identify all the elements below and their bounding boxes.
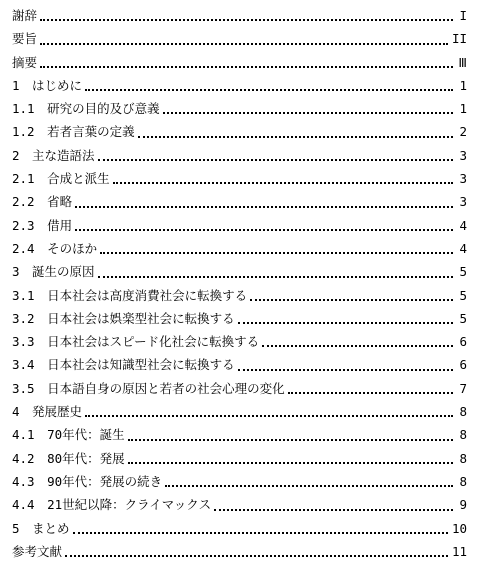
toc-entry-section-3-3[interactable] — [12, 330, 467, 353]
toc-entry-abstract-zh[interactable] — [12, 51, 467, 74]
dot-leader — [85, 88, 453, 91]
toc-entry-title: 2 主な造語法 — [12, 147, 95, 163]
toc-entry-page: 2 — [459, 124, 467, 140]
toc-entry-page: 1 — [459, 101, 467, 117]
toc-entry-page: 9 — [459, 497, 467, 513]
toc-entry-title: 摘要 — [12, 54, 38, 70]
toc-entry-page: Ⅲ — [458, 54, 467, 70]
toc-entry-title: 3.2 日本社会は娯楽型社会に転換する — [12, 310, 235, 326]
toc-entry-page: 8 — [459, 450, 467, 466]
toc-entry-section-2-2[interactable] — [12, 190, 467, 213]
table-of-contents — [12, 4, 467, 563]
toc-entry-page: 4 — [459, 217, 467, 233]
toc-entry-title: 3.5 日本語自身の原因と若者の社会心理の変化 — [12, 380, 285, 396]
toc-entry-page: 5 — [459, 287, 467, 303]
dot-leader — [214, 508, 453, 511]
dot-leader — [40, 65, 453, 68]
dot-leader — [75, 205, 453, 208]
toc-entry-title: 要旨 — [12, 31, 38, 47]
toc-entry-section-4-4[interactable] — [12, 493, 467, 516]
dot-leader — [262, 344, 453, 347]
toc-entry-title: 2.3 借用 — [12, 217, 73, 233]
toc-entry-page: 4 — [459, 240, 467, 256]
toc-entry-section-4-3[interactable] — [12, 470, 467, 493]
toc-entry-title: 4.1 70年代：誕生 — [12, 427, 125, 443]
toc-entry-section-2-3[interactable] — [12, 214, 467, 237]
toc-entry-title: 4.2 80年代：発展 — [12, 450, 125, 466]
toc-entry-title: 1.2 若者言葉の定義 — [12, 124, 135, 140]
toc-entry-chapter-1[interactable] — [12, 74, 467, 97]
toc-entry-page: 11 — [451, 543, 467, 559]
toc-entry-page: 8 — [459, 473, 467, 489]
toc-entry-section-3-4[interactable] — [12, 353, 467, 376]
toc-entry-page: 1 — [459, 77, 467, 93]
toc-entry-page: 3 — [459, 147, 467, 163]
toc-entry-section-3-2[interactable] — [12, 307, 467, 330]
dot-leader — [40, 42, 448, 45]
toc-entry-title: 2.4 そのほか — [12, 240, 98, 256]
toc-entry-section-1-2[interactable] — [12, 120, 467, 143]
toc-entry-references[interactable] — [12, 540, 467, 563]
dot-leader — [138, 135, 453, 138]
toc-entry-section-3-1[interactable] — [12, 284, 467, 307]
toc-entry-page: I — [459, 8, 467, 23]
toc-entry-title: 1 はじめに — [12, 77, 83, 93]
dot-leader — [98, 275, 453, 278]
toc-entry-title: 謝辞 — [12, 8, 38, 23]
toc-entry-title: 参考文献 — [12, 543, 63, 559]
dot-leader — [40, 18, 453, 21]
dot-leader — [98, 158, 453, 161]
dot-leader — [288, 391, 453, 394]
toc-entry-chapter-3[interactable] — [12, 260, 467, 283]
toc-entry-page: 10 — [451, 520, 467, 536]
dot-leader — [238, 368, 453, 371]
toc-entry-title: 3.3 日本社会はスピード化社会に転換する — [12, 334, 260, 350]
dot-leader — [238, 321, 453, 324]
toc-entry-title: 2.2 省略 — [12, 194, 73, 210]
toc-entry-chapter-4[interactable] — [12, 400, 467, 423]
toc-entry-title: 1.1 研究の目的及び意義 — [12, 101, 160, 117]
toc-entry-page: 5 — [459, 310, 467, 326]
toc-entry-title: 3 誕生の原因 — [12, 264, 95, 280]
toc-entry-section-4-2[interactable] — [12, 447, 467, 470]
toc-entry-title: 4.4 21世紀以降：クライマックス — [12, 497, 212, 513]
dot-leader — [250, 298, 453, 301]
toc-entry-page: 3 — [459, 194, 467, 210]
toc-entry-title: 2.1 合成と派生 — [12, 171, 110, 187]
toc-entry-page: 6 — [459, 334, 467, 350]
dot-leader — [85, 414, 453, 417]
dot-leader — [100, 251, 453, 254]
toc-entry-title: 4 発展歴史 — [12, 404, 83, 420]
toc-entry-section-2-1[interactable] — [12, 167, 467, 190]
toc-entry-section-3-5[interactable] — [12, 377, 467, 400]
dot-leader — [113, 181, 453, 184]
dot-leader — [163, 111, 453, 114]
toc-entry-acknowledgements[interactable] — [12, 4, 467, 27]
dot-leader — [65, 554, 448, 557]
toc-entry-page: II — [451, 31, 467, 47]
toc-entry-page: 7 — [459, 380, 467, 396]
toc-entry-page: 5 — [459, 264, 467, 280]
toc-entry-title: 4.3 90年代：発展の続き — [12, 473, 163, 489]
dot-leader — [75, 228, 453, 231]
toc-entry-page: 8 — [459, 404, 467, 420]
toc-entry-page: 3 — [459, 171, 467, 187]
toc-entry-section-1-1[interactable] — [12, 97, 467, 120]
toc-entry-section-2-4[interactable] — [12, 237, 467, 260]
toc-entry-title: 3.4 日本社会は知識型社会に転換する — [12, 357, 235, 373]
toc-entry-section-4-1[interactable] — [12, 423, 467, 446]
toc-entry-abstract-ja[interactable] — [12, 27, 467, 50]
toc-entry-title: 3.1 日本社会は高度消費社会に転換する — [12, 287, 248, 303]
toc-entry-title: 5 まとめ — [12, 520, 70, 536]
toc-entry-page: 6 — [459, 357, 467, 373]
toc-entry-page: 8 — [459, 427, 467, 443]
dot-leader — [73, 531, 448, 534]
dot-leader — [128, 438, 453, 441]
dot-leader — [128, 461, 453, 464]
toc-entry-chapter-5[interactable] — [12, 517, 467, 540]
toc-entry-chapter-2[interactable] — [12, 144, 467, 167]
